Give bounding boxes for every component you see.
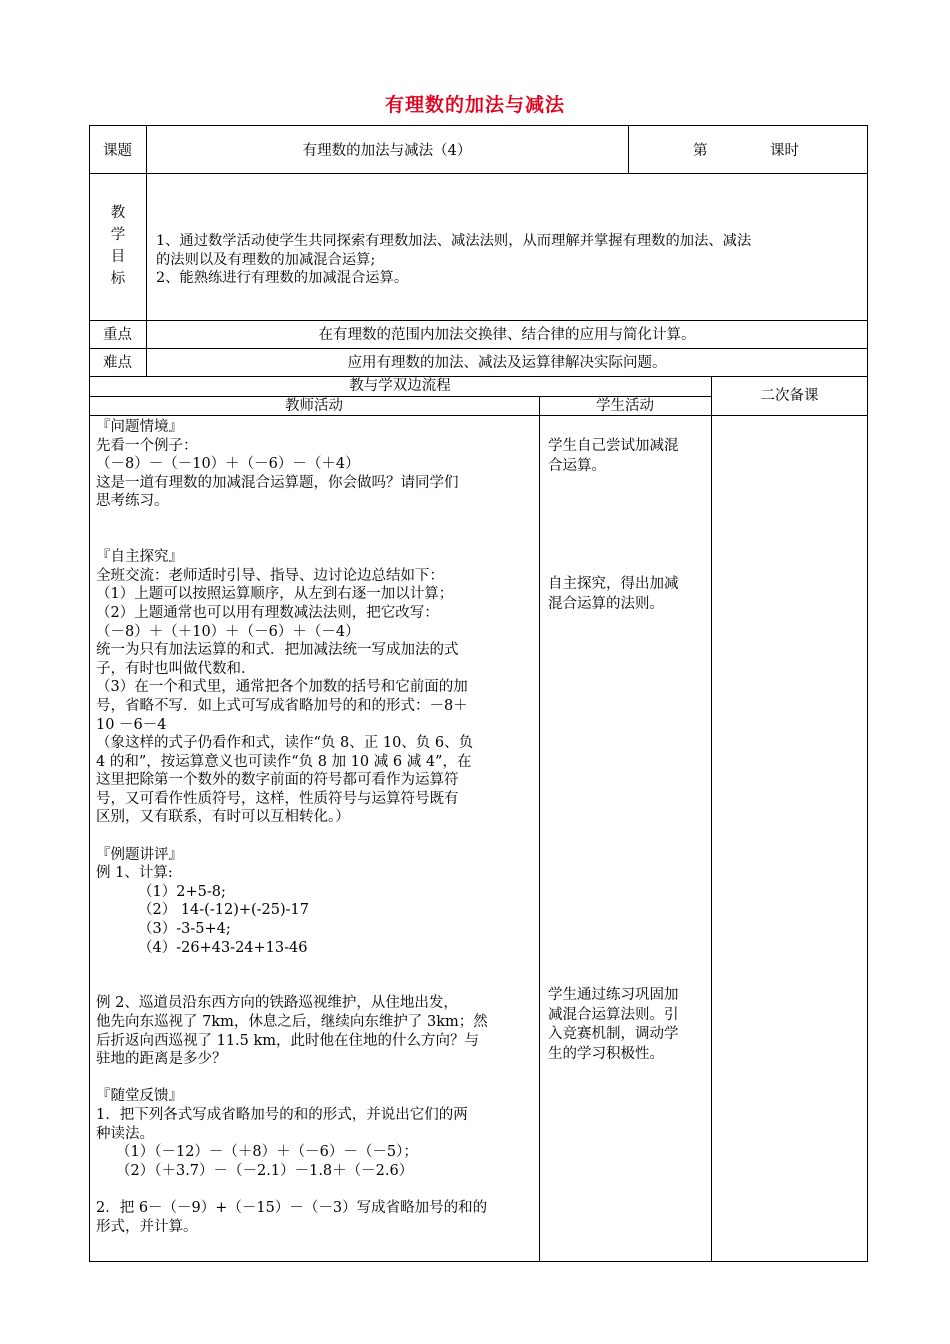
student-activity-3: 学生通过练习巩固加 减混合运算法则。引 入竞赛机制，调动学 生的学习积极性。 [548, 987, 679, 1062]
document-title: 有理数的加法与减法 [384, 94, 565, 116]
teacher-activity-heading: 教师活动 [285, 398, 343, 414]
second-prep-heading: 二次备课 [760, 388, 819, 404]
col-divider [539, 396, 540, 1262]
objectives-label: 教 学 目 标 [110, 205, 126, 287]
objectives-text: 1、通过数学活动使学生共同探索有理数加法、减法法则，从而理解并掌握有理数的加法、减法 的法则以及有理数的加减混合运算; 2、能熟练进行有理数的加减混合运算。 [156, 233, 752, 287]
teacher-activity-content: 『问题情境』 先看一个例子： （－8）－（－10）＋（－6）－（＋4） 这是一道有理数的加减混合运算题，你会做吗？请同学们 思考练习。 『自主探究』 全班交流：老师适时引导、指导、边讨论边总结如下： （1）上题可以按照运算顺序，从左到右逐一加以计算； （2）上题通常也可以用有理数减法法则，把它改写： （－8）＋（＋10）＋（－6）＋（－4） 统一为只有加法运算的和式．把加减法统一写成加法的式 子，有时也叫做代数和． （3）在一个和式里，通常把各个加数的括号和它前面的加 号，省略不写．如上式可写成省略加号的和的形式：－8＋ 10 －6－4 （象这样的式子仍看作和式，读作“负 8、正 10、负 6、负 4 的和”，按运算意义也可读作“负 8 加 10 减 6 减 4”，在 这里把除第一个数外的数字前面的符号都可看作为运算符 号，又可看作性质符号，这样，性质符号与运算符号既有 区别，又有联系，有时可以互相转化。） 『例题讲评』 例 1、计算: （1）2+5-8; （2） 14-(-12)+(-25)-17 （3）-3-5+4; （4）-26+43-24+13-46 例 2、巡道员沿东西方向的铁路巡视维护，从住地出发， 他先向东巡视了 7km，休息之后，继续向东维护了 3km；然 后折返向西巡视了 11.5 km，此时他在住地的什么方向？与 驻地的距离是多少？ 『随堂反馈』 1．把下列各式写成省略加号的和的形式，并说出它们的两 种读法。 （1）（－12）－（＋8）＋（－6）－（－5）； （2）（＋3.7）－（－2.1）－1.8＋（－2.6） 2．把 6－（－9）+（－15）－（－3）写成省略加号的和的 形式，并计算。 [96, 418, 536, 1236]
col-divider [628, 125, 629, 173]
process-heading: 教与学双边流程 [349, 378, 451, 394]
difficulty-label: 难点 [103, 355, 132, 371]
student-activity-heading: 学生活动 [596, 398, 654, 414]
section-title-explore: 『自主探究』 [96, 549, 183, 566]
section-title-examples: 『例题讲评』 [96, 846, 183, 863]
difficulty-text: 应用有理数的加法、减法及运算律解决实际问题。 [347, 355, 667, 371]
period-suffix: 课时 [770, 143, 799, 159]
row-divider [89, 348, 868, 349]
student-activity-2: 自主探究，得出加减 混合运算的法则。 [548, 576, 679, 612]
row-divider [89, 173, 868, 174]
section-title-problem: 『问题情境』 [96, 419, 183, 435]
section-title-feedback: 『随堂反馈』 [96, 1088, 183, 1105]
key-point-text: 在有理数的范围内加法交换律、结合律的应用与简化计算。 [318, 327, 696, 343]
topic-value: 有理数的加法与减法（4） [302, 143, 472, 159]
period-label: 第 [693, 143, 708, 159]
col-divider [711, 376, 712, 1262]
student-activity-1: 学生自己尝试加减混 合运算。 [548, 438, 679, 474]
row-divider [89, 320, 868, 321]
topic-label: 课题 [103, 143, 132, 159]
key-point-label: 重点 [103, 327, 132, 343]
